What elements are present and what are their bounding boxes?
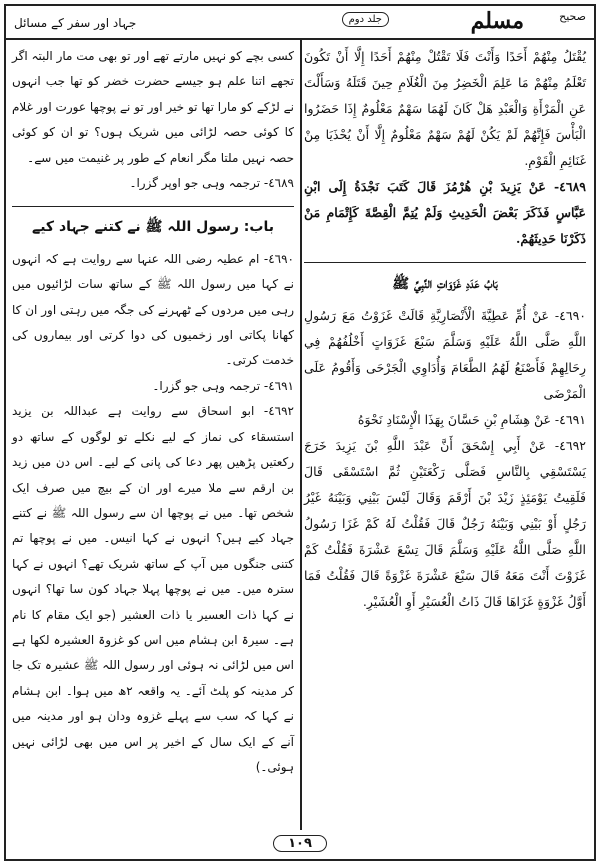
- arabic-hadith-4689: ٤٦٨٩- عَنْ يَزِيدَ بْنِ هُرْمُزَ قَالَ كَتَبَ نَجْدَةُ إِلَى ابْنِ عَبَّاسٍ فَذَكَرَ بَعْضَ الْحَدِيثِ وَلَمْ يُتِمَّ الْقِصَّةَ كَإِتْمَامِ مَنْ ذَكَرْنَا حَدِيثَهُمْ.: [304, 179, 586, 246]
- urdu-column: [12, 44, 294, 780]
- urdu-hadith-4692: ٤٦٩٢- ابو اسحاق سے روایت ہے عبداللہ بن یزید استسقاء کی نماز کے لیے نکلے تو لوگوں کے ساتھ دو رکعتیں پڑھیں پھر دعا کی پانی کے لیے۔ اس دن میں زید بن ارقم سے ملا میرے اور ان کے بیچ میں صرف ایک شخص تھا۔ میں نے پوچھا ان سے رسول اللہ ﷺ نے کتنے جہاد کیے ہیں؟ انہوں نے کہا انیس۔ میں نے پوچھا تم کتنی جنگوں میں آپ کے ساتھ شریک تھے؟ انہوں نے کہا سترہ میں۔ میں نے پوچھا پہلا جہاد کون سا تھا؟ انہوں نے کہا ذات العسیر یا ذات العشیر (جو ایک مقام کا نام ہے۔ سیرۃ ابن ہشام میں اس کو غزوۃ العشیرہ لکھا ہے اس میں لڑائی نہ ہوئی اور رسول اللہ ﷺ عشیرہ تک جا کر مدینہ کو پلٹ آئے۔ یہ واقعہ ۲ھ میں ہوا۔ ابن ہشام نے کہا کہ سب سے پہلے غزوہ ودان ہو اور مدینہ میں آنے کے ایک سال کے اخیر پر اس میں بھی لڑائی نہیں ہوئی۔): [12, 404, 294, 774]
- page-number: ۱۰۹: [273, 835, 327, 852]
- column-divider: [300, 40, 302, 830]
- arabic-hadith-4692: ٤٦٩٢- عَنْ أَبِي إِسْحَقَ أَنَّ عَبْدَ اللَّهِ بْنَ يَزِيدَ خَرَجَ يَسْتَسْقِي بِالنَّاسِ فَصَلَّى رَكْعَتَيْنِ ثُمَّ اسْتَسْقَى قَالَ فَلَقِيتُ يَوْمَئِذٍ زَيْدَ بْنَ أَرْقَمَ وَقَالَ لَيْسَ بَيْنِي وَبَيْنَهُ غَيْرُ رَجُلٍ أَوْ بَيْنِي وَبَيْنَهُ رَجُلٌ قَالَ فَقُلْتُ لَهُ كَمْ غَزَا رَسُولُ اللَّهِ صَلَّى اللَّهُ عَلَيْهِ وَسَلَّمَ قَالَ تِسْعَ عَشْرَةَ فَقُلْتُ كَمْ غَزَوْتَ أَنْتَ مَعَهُ قَالَ سَبْعَ عَشْرَةَ غَزْوَةً قَالَ فَقُلْتُ فَمَا أَوَّلُ غَزْوَةٍ غَزَاهَا قَالَ ذَاتُ الْعُسَيْرِ أَوِ الْعُشَيْرِ.: [304, 438, 586, 609]
- chapter-rule-left: [12, 206, 294, 207]
- arabic-hadith-4690: ٤٦٩٠- عَنْ أُمِّ عَطِيَّةَ الْأَنْصَارِيَّةِ قَالَتْ غَزَوْتُ مَعَ رَسُولِ اللَّهِ صَلَّى اللَّهُ عَلَيْهِ وَسَلَّمَ سَبْعَ غَزَوَاتٍ أَخْلُفُهُمْ فِي رِحَالِهِمْ فَأَصْنَعُ لَهُمُ الطَّعَامَ وَأُدَاوِي الْجَرْحَى وَأَقُومُ عَلَى الْمَرْضَى: [304, 308, 586, 401]
- urdu-hadith-4691: ٤٦٩١- ترجمہ وہی جو گزرا۔: [152, 378, 294, 393]
- arabic-column: [304, 44, 586, 615]
- chapter-rule-right: [304, 262, 586, 263]
- book-title: مسلم: [470, 8, 524, 34]
- arabic-chapter-heading: بَابُ عَدَدِ غَزَوَاتِ النَّبِيِّ ﷺ: [392, 276, 498, 292]
- volume-badge: جلد دوم: [342, 12, 389, 27]
- urdu-hadith-4689: ٤٦٨٩- ترجمہ وہی جو اوپر گزرا۔: [129, 176, 294, 191]
- urdu-hadith-4690: ٤٦٩٠- ام عطیہ رضی اللہ عنہا سے روایت ہے کہ انہوں نے کہا میں رسول اللہ ﷺ کے ساتھ سات لڑائیوں میں رہی میں مردوں کے ٹھہرنے کی جگہ میں رہتی اور ان کا کھانا پکاتی اور زخمیوں کی دوا کرتی اور بیماروں کی خدمت کرتی۔: [12, 251, 294, 368]
- page-footer: [0, 832, 600, 852]
- section-title: جہاد اور سفر کے مسائل: [14, 16, 137, 30]
- page-header: [6, 6, 594, 40]
- arabic-hadith-4691: ٤٦٩١- عَنْ هِشَامِ بْنِ حَسَّانَ بِهَذَا الْإِسْنَادِ نَحْوَهُ: [357, 412, 586, 427]
- book-title-prefix: صحیح: [559, 10, 586, 23]
- urdu-top-text: کسی بچے کو نہیں مارتے تھے اور تو بھی مت مار البتہ اگر تجھے اتنا علم ہو جیسے حضرت خضر کو تھا جب انہوں نے لڑکے کو مارا تھا تو خیر اور تو نے پوچھا عورت اور غلام کا کوئی حصہ لڑائی میں شریک ہوں؟ تو ان کو کوئی حصہ نہیں ملتا مگر انعام کے طور پر غنیمت میں سے۔: [12, 49, 294, 165]
- arabic-top-text: يُقْتَلُ مِنْهُمْ أَحَدًا وَأَنْتَ فَلَا تَقْتُلْ مِنْهُمْ أَحَدًا إِلَّا أَنْ تَكُونَ تَعْلَمُ مِنْهُمْ مَا عَلِمَ الْخَضِرُ مِنَ الْغُلَامِ حِينَ قَتَلَهُ وَسَأَلْتَ عَنِ الْمَرْأَةِ وَالْعَبْدِ هَلْ كَانَ لَهُمَا سَهْمٌ مَعْلُومٌ إِذَا حَضَرُوا الْبَأْسَ فَإِنَّهُمْ لَمْ يَكُنْ لَهُمْ سَهْمٌ مَعْلُومٌ إِلَّا أَنْ يُحْذَيَا مِنْ غَنَائِمِ الْقَوْمِ.: [304, 49, 586, 168]
- urdu-chapter-heading: باب: رسول اللہ ﷺ نے کتنے جہاد کیے: [32, 219, 274, 236]
